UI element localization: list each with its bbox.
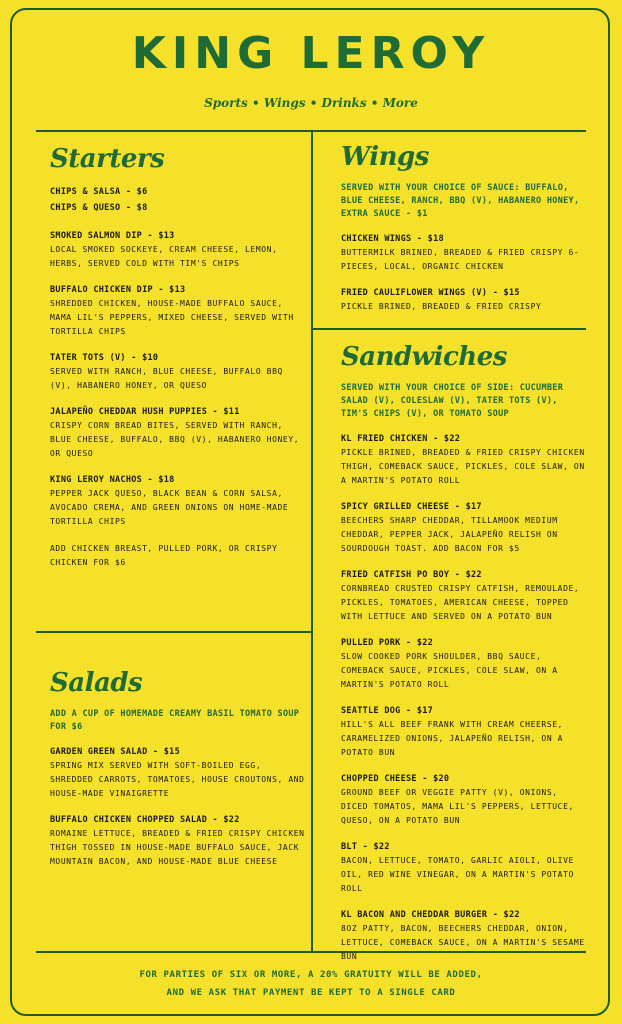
menu-item bbox=[341, 287, 589, 314]
item-name: GARDEN GREEN SALAD - $15 bbox=[50, 747, 181, 757]
wings-section bbox=[341, 142, 589, 327]
menu-item bbox=[341, 501, 589, 556]
menu-item bbox=[50, 352, 305, 393]
item-name: SEATTLE DOG - $17 bbox=[341, 706, 434, 716]
menu-item bbox=[341, 233, 589, 274]
restaurant-title: KING LEROY bbox=[131, 28, 491, 79]
item-name: BUFFALO CHICKEN CHOPPED SALAD - $22 bbox=[50, 815, 240, 825]
wings-note: SERVED WITH YOUR CHOICE OF SAUCE: BUFFALO, BLUE CHEESE, RANCH, BBQ (V), HABANERO HONEY, EXTRA SAUCE - $1 bbox=[341, 183, 580, 219]
item-description: 8OZ PATTY, BACON, BEECHERS CHEDDAR, ONION, LETTUCE, COMEBACK SAUCE, ON A MARTIN'S SESAME BUN bbox=[341, 924, 585, 961]
item-name: CHOPPED CHEESE - $20 bbox=[341, 774, 450, 784]
item-description: CRISPY CORN BREAD BITES, SERVED WITH RANCH, BLUE CHEESE, BUFFALO, BBQ (V), HABANERO HONEY, OR QUESO bbox=[50, 421, 300, 458]
item-name: FRIED CAULIFLOWER WINGS (V) - $15 bbox=[341, 288, 520, 298]
item-name: SPICY GRILLED CHEESE - $17 bbox=[341, 502, 482, 512]
item-description: SPRING MIX SERVED WITH SOFT-BOILED EGG, SHREDDED CARROTS, TOMATOES, HOUSE CROUTONS, AND HOUSE-MADE VINAIGRETTE bbox=[50, 761, 305, 798]
salads-title: Salads bbox=[50, 668, 143, 698]
menu-item bbox=[341, 637, 589, 692]
item-description: ROMAINE LETTUCE, BREADED & FRIED CRISPY CHICKEN THIGH TOSSED IN HOUSE-MADE BUFFALO SAUCE, JACK MOUNTAIN BACON, AND HOUSE-MADE BLUE CHEESE bbox=[50, 829, 305, 866]
footer-line-2: AND WE ASK THAT PAYMENT BE KEPT TO A SINGLE CARD bbox=[166, 988, 456, 998]
item-name: TATER TOTS (V) - $10 bbox=[50, 353, 159, 363]
column-divider bbox=[311, 130, 313, 953]
item-description: BACON, LETTUCE, TOMATO, GARLIC AIOLI, OLIVE OIL, RED WINE VINEGAR, ON A MARTIN'S POTATO ROLL bbox=[341, 856, 574, 893]
starter-simple-item: CHIPS & QUESO - $8 bbox=[50, 203, 148, 213]
footer-notice bbox=[0, 966, 622, 1002]
menu-item bbox=[341, 773, 589, 828]
wings-title: Wings bbox=[341, 142, 429, 172]
item-name: JALAPEÑO CHEDDAR HUSH PUPPIES - $11 bbox=[50, 407, 240, 417]
menu-item bbox=[50, 284, 305, 339]
menu-item bbox=[341, 841, 589, 896]
menu-item bbox=[341, 433, 589, 488]
item-description: BEECHERS SHARP CHEDDAR, TILLAMOOK MEDIUM CHEDDAR, PEPPER JACK, JALAPEÑO RELISH ON SOURDOUGH TOAST. ADD BACON FOR $5 bbox=[341, 516, 558, 553]
menu-item bbox=[50, 746, 305, 801]
sandwiches-section bbox=[341, 342, 589, 977]
footer-line-1: FOR PARTIES OF SIX OR MORE, A 20% GRATUITY WILL BE ADDED, bbox=[139, 970, 483, 980]
wings-sandwiches-divider bbox=[311, 328, 586, 330]
item-description: SERVED WITH RANCH, BLUE CHEESE, BUFFALO BBQ (V), HABANERO HONEY, OR QUESO bbox=[50, 367, 283, 390]
sandwiches-note: SERVED WITH YOUR CHOICE OF SIDE: CUCUMBER SALAD (V), COLESLAW (V), TATER TOTS (V), TIM'S CHIPS (V), OR TOMATO SOUP bbox=[341, 383, 564, 419]
item-description: SHREDDED CHICKEN, HOUSE-MADE BUFFALO SAUCE, MAMA LIL'S PEPPERS, MIXED CHEESE, SERVED WITH TORTILLA CHIPS bbox=[50, 299, 294, 336]
header-divider bbox=[36, 130, 586, 132]
item-description: SLOW COOKED PORK SHOULDER, BBQ SAUCE, COMEBACK SAUCE, PICKLES, COLE SLAW, ON A MARTIN'S POTATO ROLL bbox=[341, 652, 558, 689]
item-name: BUFFALO CHICKEN DIP - $13 bbox=[50, 285, 186, 295]
starter-simple-item: CHIPS & SALSA - $6 bbox=[50, 187, 148, 197]
menu-item bbox=[341, 705, 589, 760]
sandwiches-title: Sandwiches bbox=[341, 342, 507, 372]
item-name: CHICKEN WINGS - $18 bbox=[341, 234, 444, 244]
item-description: PICKLE BRINED, BREADED & FRIED CRISPY bbox=[341, 302, 542, 311]
item-description: LOCAL SMOKED SOCKEYE, CREAM CHEESE, LEMON, HERBS, SERVED COLD WITH TIM'S CHIPS bbox=[50, 245, 278, 268]
item-name: KL BACON AND CHEDDAR BURGER - $22 bbox=[341, 910, 520, 920]
item-description: HILL'S ALL BEEF FRANK WITH CREAM CHEERSE, CARAMELIZED ONIONS, JALAPEÑO RELISH, ON A POTATO BUN bbox=[341, 720, 564, 757]
menu-item bbox=[50, 474, 305, 529]
item-description: GROUND BEEF OR VEGGIE PATTY (V), ONIONS, DICED TOMATOS, MAMA LIL'S PEPPERS, LETTUCE, QUESO, ON A POTATO BUN bbox=[341, 788, 574, 825]
salads-note: ADD A CUP OF HOMEMADE CREAMY BASIL TOMATO SOUP FOR $6 bbox=[50, 709, 300, 732]
item-name: FRIED CATFISH PO BOY - $22 bbox=[341, 570, 482, 580]
starters-addon: ADD CHICKEN BREAST, PULLED PORK, OR CRISPY CHICKEN FOR $6 bbox=[50, 544, 278, 567]
item-name: SMOKED SALMON DIP - $13 bbox=[50, 231, 175, 241]
item-name: KING LEROY NACHOS - $18 bbox=[50, 475, 175, 485]
tagline: Sports • Wings • Drinks • More bbox=[204, 96, 418, 110]
item-description: CORNBREAD CRUSTED CRISPY CATFISH, REMOULADE, PICKLES, TOMATOES, AMERICAN CHEESE, TOPPED WITH LETTUCE AND SERVED ON A POTATO BUN bbox=[341, 584, 580, 621]
item-name: KL FRIED CHICKEN - $22 bbox=[341, 434, 461, 444]
item-description: BUTTERMILK BRINED, BREADED & FRIED CRISPY 6-PIECES, LOCAL, ORGANIC CHICKEN bbox=[341, 248, 580, 271]
item-name: BLT - $22 bbox=[341, 842, 390, 852]
starters-title: Starters bbox=[50, 144, 165, 174]
item-description: PICKLE BRINED, BREADED & FRIED CRISPY CHICKEN THIGH, COMEBACK SAUCE, PICKLES, COLE SLAW, ON A MARTIN'S POTATO ROLL bbox=[341, 448, 585, 485]
item-description: PEPPER JACK QUESO, BLACK BEAN & CORN SALSA, AVOCADO CREMA, AND GREEN ONIONS ON HOME-MADE TORTILLA CHIPS bbox=[50, 489, 289, 526]
menu-item bbox=[341, 569, 589, 624]
menu-item bbox=[50, 406, 305, 461]
starters-salads-divider bbox=[36, 631, 311, 633]
menu-item bbox=[50, 230, 305, 271]
starters-section bbox=[50, 144, 305, 570]
item-name: PULLED PORK - $22 bbox=[341, 638, 434, 648]
salads-section bbox=[50, 668, 305, 882]
menu-item bbox=[50, 814, 305, 869]
menu-item bbox=[341, 909, 589, 964]
